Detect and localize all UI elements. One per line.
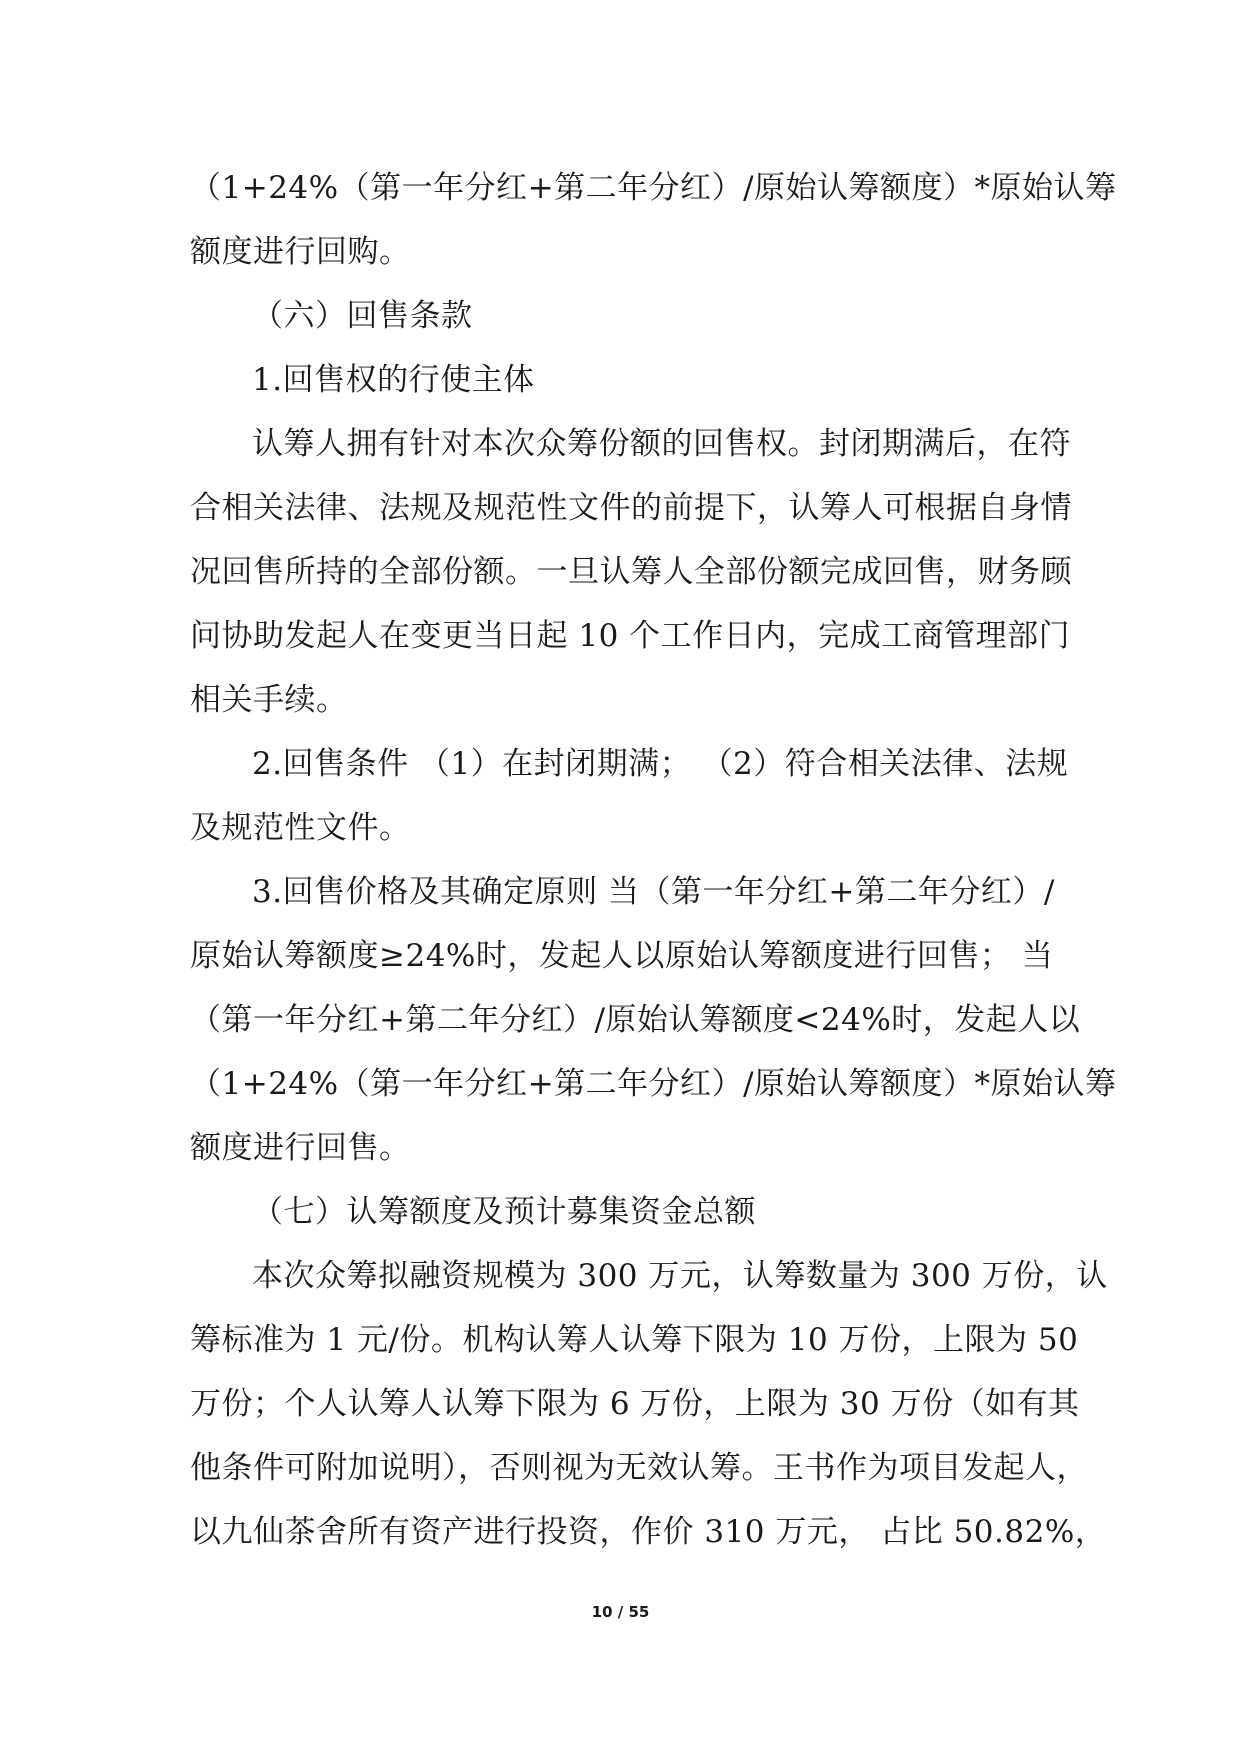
text-line: （1+24%（第一年分红+第二年分红）/原始认筹额度）*原始认筹 (190, 170, 1117, 206)
text-line: 合相关法律、法规及规范性文件的前提下，认筹人可根据自身情 (190, 490, 1072, 526)
text-line: 2.回售条件 （1）在封闭期满； （2）符合相关法律、法规 (252, 746, 1069, 782)
text-line: 相关手续。 (190, 682, 348, 718)
text-line: （1+24%（第一年分红+第二年分红）/原始认筹额度）*原始认筹 (190, 1066, 1117, 1102)
text-line: 额度进行回售。 (190, 1130, 411, 1166)
document-body (190, 156, 1117, 1564)
section-heading: （七）认筹额度及预计募集资金总额 (252, 1194, 756, 1230)
text-line: 他条件可附加说明），否则视为无效认筹。王书作为项目发起人， (190, 1450, 1088, 1486)
text-line: （第一年分红+第二年分红）/原始认筹额度<24%时，发起人以 (190, 1002, 1081, 1038)
section-heading: （六）回售条款 (252, 298, 473, 334)
text-line: 及规范性文件。 (190, 810, 411, 846)
text-line: 况回售所持的全部份额。一旦认筹人全部份额完成回售，财务顾 (190, 554, 1072, 590)
text-line: 原始认筹额度≥24%时，发起人以原始认筹额度进行回售； 当 (190, 938, 1054, 974)
text-line: 以九仙茶舍所有资产进行投资，作价 310 万元， 占比 50.82%， (190, 1514, 1107, 1550)
text-line: 筹标准为 1 元/份。机构认筹人认筹下限为 10 万份，上限为 50 (190, 1322, 1079, 1358)
page-number: 10 / 55 (591, 1603, 650, 1621)
subsection-heading: 1.回售权的行使主体 (252, 362, 535, 398)
text-line: 问协助发起人在变更当日起 10 个工作日内，完成工商管理部门 (190, 618, 1071, 654)
text-line: 额度进行回购。 (190, 234, 411, 270)
text-line: 3.回售价格及其确定原则 当（第一年分红+第二年分红）/ (252, 874, 1055, 910)
text-line: 认筹人拥有针对本次众筹份额的回售权。封闭期满后，在符 (252, 426, 1071, 462)
text-line: 本次众筹拟融资规模为 300 万元，认筹数量为 300 万份，认 (252, 1258, 1108, 1294)
text-line: 万份；个人认筹人认筹下限为 6 万份，上限为 30 万份（如有其 (190, 1386, 1080, 1422)
